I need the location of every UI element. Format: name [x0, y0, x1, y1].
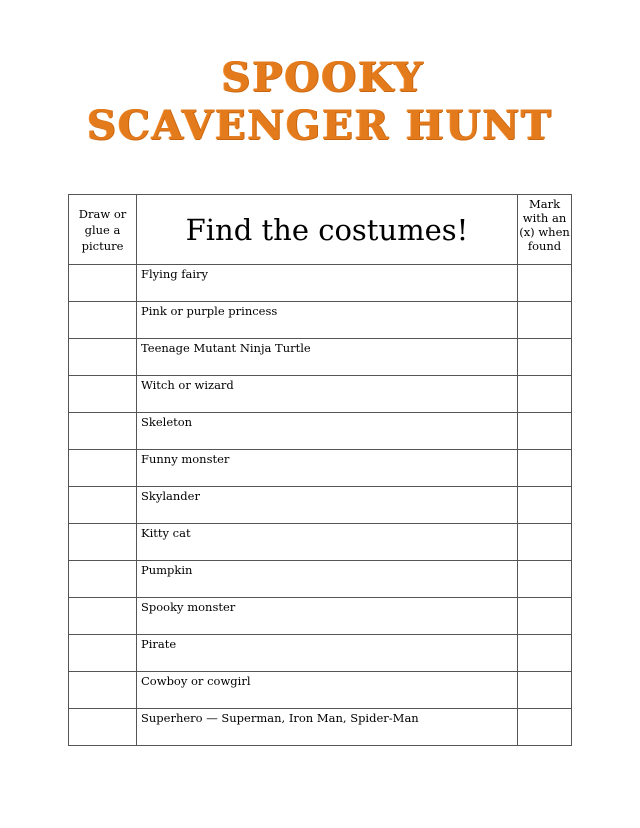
- table-row: [69, 561, 572, 598]
- title-line-2: SCAVENGER HUNT: [87, 102, 553, 149]
- mark-cell[interactable]: [518, 672, 572, 709]
- picture-cell[interactable]: [69, 561, 137, 598]
- scavenger-hunt-table: [68, 194, 572, 746]
- mark-cell[interactable]: [518, 635, 572, 672]
- picture-cell[interactable]: [69, 302, 137, 339]
- table-row: [69, 413, 572, 450]
- table-row: [69, 302, 572, 339]
- costume-cell: Flying fairy: [137, 265, 518, 302]
- table-row: [69, 598, 572, 635]
- mark-column-header: Mark with an (x) when found: [518, 195, 572, 265]
- picture-cell[interactable]: [69, 265, 137, 302]
- picture-cell[interactable]: [69, 635, 137, 672]
- costume-cell: Kitty cat: [137, 524, 518, 561]
- table-row: [69, 376, 572, 413]
- table-row: [69, 487, 572, 524]
- costume-cell: Cowboy or cowgirl: [137, 672, 518, 709]
- mark-cell[interactable]: [518, 265, 572, 302]
- costume-cell: Pink or purple princess: [137, 302, 518, 339]
- table-row: [69, 672, 572, 709]
- picture-cell[interactable]: [69, 598, 137, 635]
- table-row: [69, 339, 572, 376]
- costume-cell: Pirate: [137, 635, 518, 672]
- mark-cell[interactable]: [518, 413, 572, 450]
- page-title: [0, 54, 640, 149]
- picture-cell[interactable]: [69, 709, 137, 746]
- title-line-1: SPOOKY: [221, 54, 425, 101]
- costume-cell: Superhero — Superman, Iron Man, Spider-Man: [137, 709, 518, 746]
- costume-cell: Spooky monster: [137, 598, 518, 635]
- mark-cell[interactable]: [518, 524, 572, 561]
- mark-cell[interactable]: [518, 561, 572, 598]
- picture-cell[interactable]: [69, 339, 137, 376]
- costume-cell: Teenage Mutant Ninja Turtle: [137, 339, 518, 376]
- mark-cell[interactable]: [518, 709, 572, 746]
- mark-cell[interactable]: [518, 450, 572, 487]
- table-row: [69, 635, 572, 672]
- table-header-row: [69, 195, 572, 265]
- mark-cell[interactable]: [518, 487, 572, 524]
- mark-cell[interactable]: [518, 376, 572, 413]
- costume-cell: Skeleton: [137, 413, 518, 450]
- table-row: [69, 709, 572, 746]
- mark-cell[interactable]: [518, 302, 572, 339]
- picture-cell[interactable]: [69, 376, 137, 413]
- picture-cell[interactable]: [69, 524, 137, 561]
- costume-cell: Skylander: [137, 487, 518, 524]
- table-row: [69, 524, 572, 561]
- table-row: [69, 450, 572, 487]
- mark-cell[interactable]: [518, 339, 572, 376]
- picture-cell[interactable]: [69, 450, 137, 487]
- picture-column-header: Draw or glue a picture: [69, 195, 137, 265]
- costumes-column-header: Find the costumes!: [137, 195, 518, 265]
- costume-cell: Pumpkin: [137, 561, 518, 598]
- costume-cell: Funny monster: [137, 450, 518, 487]
- picture-cell[interactable]: [69, 672, 137, 709]
- picture-cell[interactable]: [69, 413, 137, 450]
- costume-cell: Witch or wizard: [137, 376, 518, 413]
- table-row: [69, 265, 572, 302]
- mark-cell[interactable]: [518, 598, 572, 635]
- picture-cell[interactable]: [69, 487, 137, 524]
